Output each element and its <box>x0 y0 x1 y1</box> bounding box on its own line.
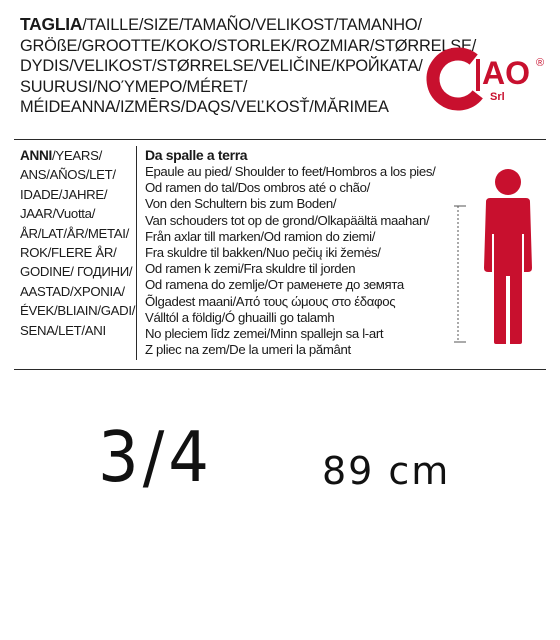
measure-translation-line: Van schouders tot op de grond/Olkapäältä maahan/ <box>145 212 430 228</box>
age-heading-line <box>20 146 134 165</box>
logo-i-bar <box>476 59 480 91</box>
age-translation-line: IDADE/JAHRE/ <box>20 186 108 202</box>
age-translation-line: GODINE/ ГОДИНИ/ <box>20 264 133 280</box>
age-translation-line: AASTAD/ΧΡΟΝΙΑ/ <box>20 283 125 299</box>
age-translation-line: SENA/LET/ANI <box>20 322 106 338</box>
bottom-divider <box>14 369 546 370</box>
measure-translation-line: Od ramen do tal/Dos ombros até o chão/ <box>145 180 370 196</box>
measure-column <box>145 146 445 358</box>
logo-ao-text: AO <box>482 55 530 91</box>
measure-translation-line: No pleciem līdz zemei/Minn spallejn sa l-art <box>145 326 384 342</box>
size-heading-line <box>20 14 420 36</box>
age-translation-line: ÅR/LAT/ÅR/METAI/ <box>20 225 130 241</box>
measure-translation-line: Od ramena do zemlje/От раменете до земята <box>145 277 404 293</box>
person-silhouette-icon <box>452 162 544 344</box>
column-divider <box>136 146 137 360</box>
person-head <box>495 169 521 195</box>
height-value <box>322 449 451 493</box>
age-translation-line: JAAR/Vuotta/ <box>20 206 96 222</box>
size-translation-line: DYDIS/VELIKOST/STØRRELSE/VELIČINE/КРОЙКАТА/ <box>20 57 423 76</box>
age-translation-line: ÉVEK/BLIAIN/GADI/ <box>20 303 136 319</box>
height-number: 89 <box>322 449 375 493</box>
measure-translation-line: Z pliec na zem/De la umeri la pământ <box>145 342 351 358</box>
measure-translation-line: Epaule au pied/ Shoulder to feet/Hombros a los pies/ <box>145 164 436 179</box>
size-value: 3/4 <box>98 418 213 499</box>
size-translation-line: GRÖßE/GROOTTE/KOKO/STORLEK/ROZMIAR/STØRRELSE/ <box>20 36 477 55</box>
measure-translation-line: Från axlar till marken/Od ramion do ziemi/ <box>145 228 376 244</box>
measure-heading: Da spalle a terra <box>145 147 248 163</box>
age-column <box>20 146 134 340</box>
size-translation-line: MÉIDEANNA/IZMĒRS/DAQS/VEĽKOSŤ/MĂRIMEA <box>20 98 389 117</box>
ciao-logo <box>424 42 548 116</box>
height-unit: cm <box>388 449 451 493</box>
size-translation-line: /TAILLE/SIZE/TAMAÑO/VELIKOST/TAMANHO/ <box>82 16 422 34</box>
measure-translation-line: Od ramen k zemi/Fra skuldre til jorden <box>145 261 356 277</box>
measure-translation-line: Von den Schultern bis zum Boden/ <box>145 196 337 212</box>
age-translation-line: /YEARS/ <box>52 148 102 163</box>
measure-translation-line: Válltól a földig/Ó ghuailli go talamh <box>145 309 335 325</box>
age-translation-line: ROK/FLERE ÅR/ <box>20 245 117 261</box>
top-divider <box>14 139 546 140</box>
measure-translation-line: Õlgadest maani/Από τους ώμους στο έδαφος <box>145 293 396 309</box>
person-body <box>484 169 532 344</box>
logo-registered-mark: ® <box>536 57 545 69</box>
logo-srl-text: Srl <box>490 91 505 103</box>
age-heading: ANNI <box>20 148 53 163</box>
person-torso <box>484 198 532 344</box>
age-translation-line: ANS/AÑOS/LET/ <box>20 167 116 183</box>
size-translation-line: SUURUSI/ΝΟΎΜΕΡΟ/MÉRET/ <box>20 77 248 96</box>
size-heading: TAGLIA <box>20 14 83 34</box>
size-heading-block <box>20 14 477 118</box>
measure-translation-line: Fra skuldre til bakken/Nuo pečių iki žemės/ <box>145 245 381 261</box>
